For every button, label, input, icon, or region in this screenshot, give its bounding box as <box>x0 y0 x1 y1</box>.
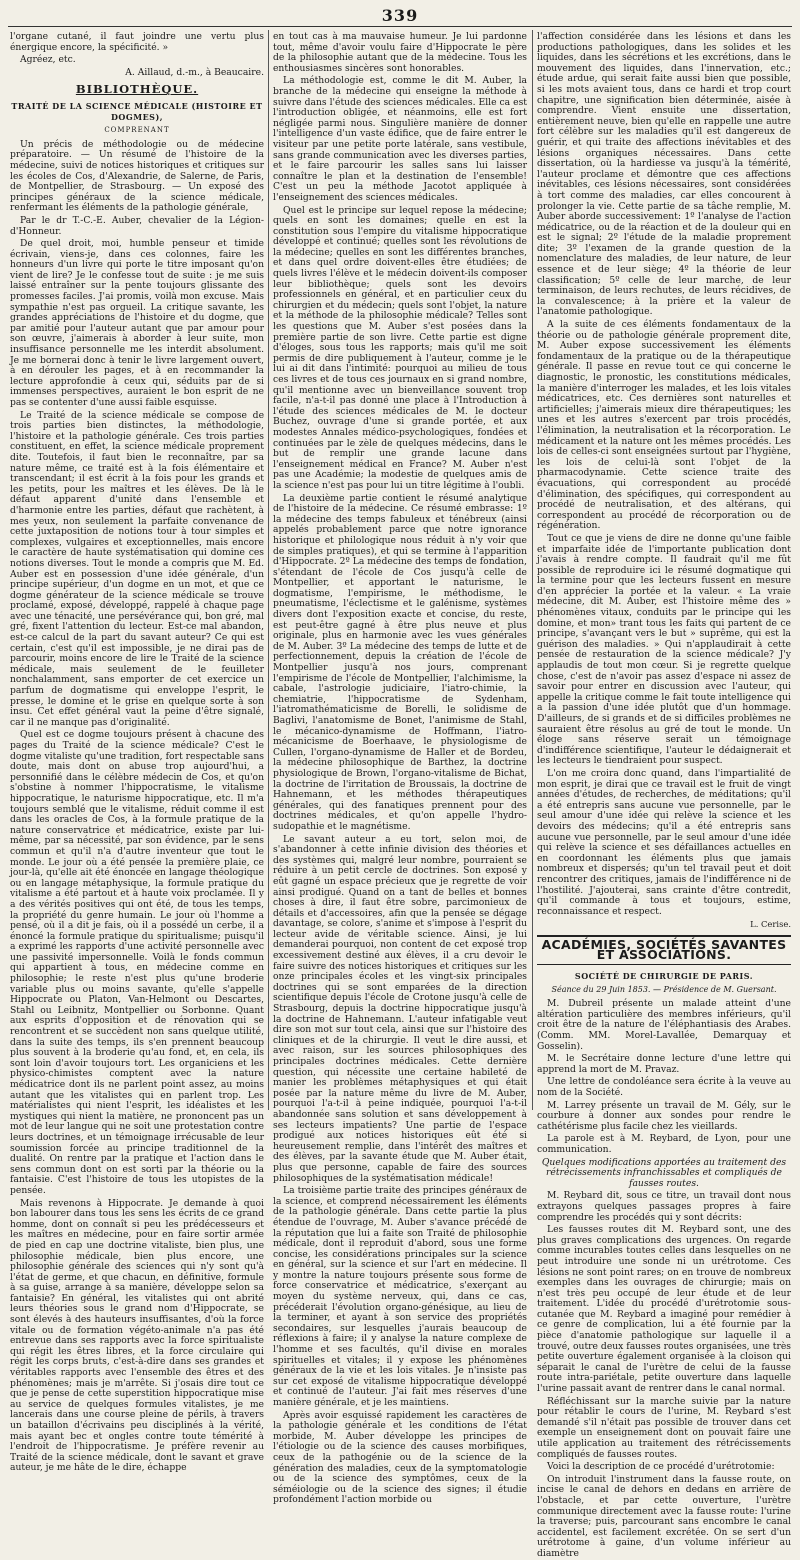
review-signature: L. Cerise. <box>750 919 791 930</box>
opening-signature: A. Aillaud, d.-m., à Beaucaire. <box>125 66 264 78</box>
paragraph: M. le Secrétaire donne lecture d'une lettre qui apprend la mort de M. Pravaz. <box>537 1053 791 1075</box>
opening-closing: Agréez, etc. <box>20 54 76 66</box>
paragraph: Mais revenons à Hippocrate. Je demande à quoi bon labourer dans tous les sens les écrits de ce grand homme, dont on connaît si peu les prédécesseurs et les maîtres en médecine, pour en faire sortir armée de pied en cap une doctrine vitaliste, bien plus, une philosophie médicale, bien plus encore, une philosophie générale des sciences qui n'y sont qu'à l'état de germe, et que chacun, en définitive, formule à sa guise, arrange à sa manière, développe selon sa fantaisie? En général, les vitalistes qui ont abrité leurs théories sous le grand nom d'Hippocrate, se sont élevés à des hauteurs insuffisantes, d'où la force vitale ou de formation végéto-animale n'a pas été entrevue dans ses rapports avec la force spiritualiste qui régit les êtres libres, et la force circulaire qui régit les corps bruts, c'est-à-dire dans ses grandes et véritables rapports avec l'ensemble des êtres et des phénomènes; mais je m'arrête. Si j'osais dire tout ce que je pense de cette superstition hippocratique mise au service de quelques formules vitalistes, je me lancerais dans une course pleine de périls, à travers un bataillon d'écrivains peu disciplinés à la vérité, mais ayant bec et ongles contre toute témérité à l'endroit de l'hippocratisme. Je préfère revenir au Traité de la science médicale, dont le savant et grave auteur, je me hâte de le dire, échappe <box>10 1197 264 1474</box>
society-title: SOCIÉTÉ DE CHIRURGIE DE PARIS. <box>574 971 754 982</box>
paragraph: La troisième partie traite des principes généraux de la science, et comprend nécessairement les éléments de la pathologie générale. Dans cette partie la plus étendue de l'ouvrage, M. Auber s'avance précédé de la réputation que lui a faite son Traité de philosophie médicale, dont il reproduit d'abord, sous une forme concise, les considérations principales sur la science en général, sur la science et sur l'art en médecine. Il y montre la nature toujours présente sous forme de force conservatrice et médicatrice, s'exerçant au moyen du système nerveux, qui, dans ce cas, précéderait l'évolution organo-génésique, au lieu de la terminer, et ayant à son service des propriétés secondaires, sur lesquelles j'aurais beaucoup de réflexions à faire; il y analyse la nature complexe de l'homme et ses facultés, qu'il divise en morales spirituelles et vitales; il y expose les phénomènes généraux de la vie et les lois vitales. Je n'insiste pas sur cet exposé de vitalisme hippocratique développé et continué de l'auteur. J'ai fait mes réserves d'une manière générale, et je les maintiens. <box>273 1185 527 1408</box>
paragraph: De quel droit, moi, humble penseur et timide écrivain, viens-je, dans ces colonnes, faire les honneurs d'un livre qui porte le titre imposant qu'on vient de lire? Je le confesse tout de suite : je me suis laissé entraîner sur la pente toujours glissante des promesses faciles. J'ai promis, voilà mon excuse. Mais sympathie n'est pas orgueil. La critique savante, les grandes appréciations de l'histoire et du dogme, que par amitié pour l'auteur autant que par amour pour son œuvre, j'aimerais à aborder à leur suite, mon insuffisance personnelle me les interdit absolument. Je me bornerai donc à tenir le livre largement ouvert, à en dérouler les pages, et à en recommander la lecture approfondie à ceux qui, séduits par de si immenses perspectives, auraient le bon esprit de ne pas se contenter d'une aussi faible esquisse. <box>10 238 264 408</box>
paragraph: Après avoir esquissé rapidement les caractères de la pathologie générale et les conditions de l'état morbide, M. Auber développe les principes de l'étiologie ou de la science des causes morbifiques, ceux de la pathogénie ou de la science de la génération des maladies, ceux de la symptomatologie ou de la science des symptômes, ceux de la séméiologie ou de la science des signes; il étudie profondément l'action morbide ou <box>273 1409 527 1506</box>
article-title: TRAITÉ DE LA SCIENCE MÉDICALE (HISTOIRE ET DOGMES), <box>11 100 263 122</box>
paragraph: Voici la description de ce procédé d'urétrotomie: <box>547 1461 775 1473</box>
paragraph: Le Traité de la science médicale se compose de trois parties bien distinctes, la méthodologie, l'histoire et la pathologie générale. Ces trois parties constituent, en effet, la science médicale proprement dite. Toutefois, il faut bien le reconnaître, par sa nature même, ce traité est à la fois élémentaire et transcendant; il est écrit à la fois pour les grands et les petits, pour les maîtres et les élèves. De là le défaut apparent d'unité dans l'ensemble et d'harmonie entre les parties, défaut que rachètent, à mes yeux, non seulement la parfaite convenance de cette juxtaposition de notions tour à tour simples et complexes, vulgaires et exceptionnelles, mais encore le caractère de haute systématisation qui domine ces notions diverses. Tout le monde a compris que M. Ed. Auber est en possession d'une idée générale, d'un principe supérieur, d'un dogme en un mot, et que ce dogme générateur de la science médicale se trouve proclamé, exposé, développé, rappelé à chaque page avec une ténacité, une persévérance qui, bon gré, mal gré, fixent l'attention du lecteur. Est-ce mal abandon, est-ce calcul de la part du savant auteur? Ce qui est certain, c'est qu'il est impossible, je ne dirai pas de parcourir, moins encore de lire le Traité de la science médicale, mais seulement de le feuilleter nonchalamment, sans emporter de cet exercice un parfum de dogmatisme qui enveloppe l'esprit, le presse, le domine et le grise en quelque sorte à son insu. Cet effet général vaut la peine d'être signalé, car il ne manque pas d'originalité. <box>10 409 264 728</box>
paragraph: M. Larrey présente un travail de M. Gély, sur le courbure à donner aux sondes pour rendre le cathétérisme plus facile chez les vieillards. <box>537 1099 791 1132</box>
paragraph: M. Reybard dit, sous ce titre, un travail dont nous extrayons quelques passages propres à faire comprendre les procédés qui y sont décrits: <box>537 1190 791 1223</box>
column-3 <box>537 31 791 1559</box>
page-number: 339 <box>381 6 419 25</box>
paragraph: l'affection considérée dans les lésions et dans les productions pathologiques, dans les solides et les liquides, dans les sécrétions et les excrétions, dans le mouvement des liquides, dans l'innervation, etc.; étude ardue, qui serait faite aussi bien que possible, si les mots avaient tous, dans ce hardi et trop court chapitre, une signification bien déterminée, aisée à comprendre. Vient ensuite une dissertation, entièrement neuve, bien qu'elle en rappelle une autre fort célèbre sur les maladies qu'il est dangereux de guérir, et qui traite des affections inévitables et des lésions organiques nécessaires. Dans cette dissertation, où la hardiesse va jusqu'à la témérité, l'auteur proclame et démontre que ces affections inévitables, ces lésions nécessaires, sont considérées à tort comme des maladies, car elles concourent à prolonger la vie. Cette partie de sa tâche remplie, M. Auber aborde successivement: 1º l'analyse de l'action médicatrice, ou de la réaction et de la douleur qui en est le signal; 2º l'étude de la maladie proprement dite; 3º l'examen de la grande question de la nomenclature des maladies, de leur nature, de leur essence et de leur siège; 4º la théorie de leur classification; 5º celle de leur marche, de leur terminaison, de leurs rechutes, de leurs récidives, de la convalescence; à la prière et la valeur de l'anatomie pathologique. <box>537 31 791 318</box>
paragraph: Quel est ce dogme toujours présent à chacune des pages du Traité de la science médicale? C'est le dogme vitaliste qu'une tradition, fort respectable sans doute, mais dont on abuse trop aujourd'hui, a personnifié dans le célèbre médecin de Cos, et qu'on s'obstine à nommer l'hippocratisme, le vitalisme hippocratique, le naturisme hippocratique, etc. Il m'a toujours semblé que le vitalisme, réduit comme il est dans les oracles de Cos, à la formule pratique de la nature conservatrice et médicatrice, existe par lui-même, par sa nécessité, par son évidence, par le sens commun et qu'il n'a d'autre inventeur que tout le monde. Le jour où a été pensée la première plaie, ce jour-là, qu'elle ait été énoncée en langage théologique ou en langage métaphysique, la formule pratique du vitalisme a été partout et à haute voix proclamée. Il y a des vérités positives qui ont été, de tous les temps, la propriété du genre humain. Le jour où l'homme a pensé, où il a dit je fais, où il a possédé un cerbe, il a énoncé la formule pratique du spiritualisme; puisqu'il a exprimé les rapports d'une activité personnelle avec une passivité impersonnelle. Voilà le fonds commun qui appartient à tous, en médecine comme en philosophie; le reste n'est plus qu'une broderie variable plus ou moins savante, qu'elle s'appelle Hippocrate ou Platon, Van-Helmont ou Descartes, Stahl ou Leibnitz, Montpellier ou Sorbonne. Quant aux esprits d'opposition et de rénovation qui se rencontrent et se succèdent non sans quelque utilité, dans la suite des temps, ils s'en prennent beaucoup plus souvent à la broderie qu'au fond, et, en cela, ils sont loin d'avoir toujours tort. Les organiciens et les physico-chimistes comptent avec la nature médicatrice dont ils ne parlent point assez, au moins autant que les vitalistes qui en parlent trop. Les matérialistes qui nient l'esprit, les idéalistes et les mystiques qui nient la matière, ne prononcent pas un mot de leur langue qui ne soit une protestation contre leurs doctrines, et un témoignage irrécusable de leur soumission forcée au principe traditionnel de la dualité. On rentre par la pratique et l'action dans le sens commun dont on est sorti par la théorie ou la fantaisie. C'est l'histoire de tous les utopistes de la pensée. <box>10 729 264 1196</box>
communication-title: Quelques modifications apportées au traitement des rétrécissements infranchissables et compliqués de fausses routes. <box>541 1156 787 1189</box>
paragraph: A la suite de ces éléments fondamentaux de la théorie ou de pathologie générale proprement dite, M. Auber expose successivement les éléments fondamentaux de la pratique ou de la thérapeutique générale. Il passe en revue tout ce qui concerne le diagnostic, le pronostic, les constitutions médicales, la manière d'interroger les malades, et les lois vitales médicatrices, etc. Ces dernières sont naturelles et artificielles; j'aimerais mieux dire thérapeutiques; les unes et les autres s'exercent par trois procédés, l'élimination, la neutralisation et la récorporation. Le médicament et la nature ont les mêmes procédés. Les lois de celles-ci sont enseignées surtout par l'hygiène, les lois de celui-là sont l'objet de la pharmacodynamie. Cette science traite des évacuations, qui correspondent au procédé d'élimination, des spécifiques, qui correspondent au procédé de neutralisation, et des altérans, qui correspondent au procédé de récorporation ou de régénération. <box>537 319 791 532</box>
column-divider <box>268 30 269 1110</box>
paragraph: M. Dubreil présente un malade atteint d'une altération particulière des membres inférieurs, qu'il croit être de la nature de l'éléphantiasis des Arabes. (Comm. MM. Morel-Lavallée, Demarquay et Gosselin). <box>537 998 791 1052</box>
paragraph: La méthodologie est, comme le dit M. Auber, la branche de la médecine qui enseigne la méthode à suivre dans l'étude des sciences médicales. Elle ca est l'introduction obligée, et néanmoins, elle est fort négligée parmi nous. Singulière manière de donner l'intelligence d'un vaste édifice, que de faire entrer le visiteur par une petite porte latérale, sans vestibule, sans grande communication avec les diverses parties, et le faire parcourir les salles sans lui laisser connaître le plan et la destination de l'ensemble! C'est un peu la méthode Jacotot appliquée à l'enseignement des sciences médicales. <box>273 75 527 203</box>
paragraph: L'on me croira donc quand, dans l'impartialité de mon esprit, je dirai que ce travail est le fruit de vingt années d'études, de recherches, de méditations; qu'il a été entrepris sans aucune vue personnelle, par le seul amour d'une idée qui relève la science et les devoirs des médecins; qu'il a été entrepris sans aucune vue personnelle, par le seul amour d'une idée qui relève la science et ses défaillances actuelles en en coordonnant les éléments plus que jamais nombreux et dispersés; qu'un tel travail peut et doit rencontrer des critiques, jamais de l'indifférence ni de l'hostilité. J'ajouterai, sans crainte d'être contredit, qu'il commande à tous et toujours, estime, reconnaissance et respect. <box>537 767 791 917</box>
paragraph: en tout cas à ma mauvaise humeur. Je lui pardonne tout, même d'avoir voulu faire d'Hippocrate le père de la philosophie autant que de la médecine. Tous les enthousiasmes sincères sont honorables. <box>273 31 527 74</box>
section-title-academies: ACADÉMIES, SOCIÉTÉS SAVANTES ET ASSOCIATIONS. <box>537 935 791 965</box>
column-divider <box>532 30 533 1110</box>
paragraph: On introduit l'instrument dans la fausse route, on incise le canal de dehors en dedans en arrière de l'obstacle, et par cette ouverture, l'urètre communique directement avec la fausse route: l'urine la traverse; puis, parcourant sans encombre le canal accidentel, est facilement excrétée. On se sert d'un urétrotome à gaine, d'un volume inférieur au diamètre <box>537 1473 791 1559</box>
paragraph: La deuxième partie contient le résumé analytique de l'histoire de la médecine. Ce résumé embrasse: 1º la médecine des temps fabuleux et ténébreux (ainsi appelés probablement parce que notre ignorance historique et philologique nous réduit à n'y voir que de simples pratiques), et qui se termine à l'apparition d'Hippocrate. 2º La médecine des temps de fondation, s'étendant de l'école de Cos jusqu'à celle de Montpellier, et apportant le naturisme, le dogmatisme, l'empirisme, le méthodisme, le pneumatisme, l'éclectisme et le galénisme, systèmes divers dont l'exposition exacte et concise, du reste, est peut-être gagné à être plus neuve et plus originale, plus en harmonie avec les vues générales de M. Auber. 3º La médecine des temps de lutte et de perfectionnement, depuis la création de l'école de Montpellier jusqu'à nos jours, comprenant l'empirisme de l'école de Montpellier, l'alchimisme, la cabale, l'astrologie judiciaire, l'iatro-chimie, la chemiatrie, l'hippocratisme de Sydenham, l'iatromathématicisme de Borelli, le solidisme de Baglivi, l'anatomisme de Bonet, l'animisme de Stahl, le mécanico-dynamisme de Hoffmann, l'iatro-mécanicisme de Boerhaave, le physiologisme de Cullen, l'organo-dynamisme de Haller et de Bordeu, la médecine philosophique de Barthez, la doctrine physiologique de Brown, l'organo-vitalisme de Bichat, la doctrine de l'irritation de Broussais, la doctrine de Hahnemann, et les méthodes thérapeutiques générales, qui des fanatiques prennent pour des doctrines médicales, et qu'on appelle l'hydro-sudopathie et le magnétisme. <box>273 492 527 832</box>
paragraph: Quel est le principe sur lequel repose la médecine; quels en sont les domaines; quelle en est la constitution sous l'empire du vitalisme hippocratique développé et continué; quelles sont les révolutions de la médecine; quelles en sont les différentes branches, et dans quel ordre doivent-elles être étudiées; de quels livres l'élève et le médecin doivent-ils composer leur bibliothèque; quels sont les devoirs professionnels en général, et en particulier ceux du chirurgien et du médecin; quels sont l'objet, la nature et la méthode de la philosophie médicale? Telles sont les questions que M. Auber s'est posées dans la première partie de son livre. Cette partie est digne d'éloges, sous tous les rapports; mais qu'il me soit permis de dire publiquement à l'auteur, comme je le lui ai dit dans l'intimité: pourquoi au milieu de tous ces livres et de tous ces journaux en si grand nombre, qu'il mentionne avec un bienveillance souvent trop facile, n'a-t-il pas donné une place à l'Introduction à l'étude des sciences médicales de M. le docteur Buchez, ouvrage d'une si grande portée, et aux modestes Annales médico-psychologiques, fondées et continuées par le zèle de quelques médecins, dans le but de remplir une grande lacune dans l'enseignement médical en France? M. Auber n'est pas une Académie; la modestie de quelques amis de la science n'est pas pour lui un titre légitime à l'oubli. <box>273 204 527 491</box>
section-title-bibliotheque: BIBLIOTHÈQUE. <box>75 82 199 97</box>
session-line: Séance du 29 Juin 1853. — Présidence de M. Guersant. <box>551 984 777 994</box>
article-abstract: Un précis de méthodologie ou de médecine préparatoire. — Un résumé de l'histoire de la médecine, suivi de notices historiques et critiques sur les écoles de Cos, d'Alexandrie, de Salerne, de Paris, de Montpellier, de Strasbourg. — Un exposé des principes généraux de la science médicale, renfermant les éléments de la pathologie générale, <box>10 138 264 214</box>
paragraph: La parole est à M. Reybard, de Lyon, pour une communication. <box>537 1133 791 1155</box>
article-byline: Par le dr T.-C.-E. Auber, chevalier de la Légion-d'Honneur. <box>10 214 264 237</box>
article-subtitle: COMPRENANT <box>104 126 170 135</box>
paragraph: Le savant auteur a eu tort, selon moi, de s'abandonner à cette infinie division des théories et des systèmes qui, malgré leur nombre, pourraient se réduire à un petit cercle de doctrines. Son exposé y eût gagné un espace précieux que je regrette de voir ainsi prodigué. Quand on a tant de belles et bonnes choses à dire, il faut être sobre, parcimonieux de détails et d'accessoires, afin que la pensée se dégage davantage, se colore, s'anime et s'impose à l'esprit du lecteur avide de véritable science. Ainsi, je lui demanderai pourquoi, non content de cet exposé trop excessivement destiné aux élèves, il a cru devoir le faire suivre des notices historiques et critiques sur les onze principales écoles et les vingt-six principales doctrines qui se sont emparées de la direction scientifique depuis l'école de Crotone jusqu'à celle de Strasbourg, depuis la doctrine hippocratique jusqu'à la doctrine de Hahnemann. L'auteur infatigable veut dire son mot sur tout cela, ainsi que sur l'histoire des cliniques et de la chirurgie. Il veut le dire aussi, et avec raison, sur les sources philosophiques des principales doctrines médicales. Cette dernière question, qui nécessite une certaine habileté de manier les problèmes métaphysiques et qui était posée par la nature même du livre de M. Auber, pourquoi l'a-t-il à peine indiquée, pourquoi l'a-t-il abandonnée sans solution et sans développement à ses lecteurs impatients? Une partie de l'espace prodigué aux notices historiques eût été si heureusement remplie, dans l'intérêt des maîtres et des élèves, par la savante étude que M. Auber était, plus que personne, capable de faire des sources philosophiques de la systématisation médicale! <box>273 833 527 1184</box>
paragraph: Une lettre de condoléance sera écrite à la veuve au nom de la Société. <box>537 1076 791 1098</box>
column-1 <box>10 31 264 1474</box>
column-2 <box>273 31 527 1506</box>
header-rule <box>8 26 792 27</box>
paragraph: Réfléchissant sur la marche suivie par la nature pour rétablir le cours de l'urine, M. Reybard s'est demandé s'il n'était pas possible de trouver dans cet exemple un enseignement dont on pouvait faire une utile application au traitement des rétrécissements compliqués de fausses routes. <box>537 1395 791 1460</box>
opening-text: l'organe cutané, il faut joindre une vertu plus énergique encore, la spécificité. » <box>10 31 264 53</box>
paragraph: Tout ce que je viens de dire ne donne qu'une faible et imparfaite idée de l'importante publication dont j'avais à rendre compte. Il faudrait qu'il me fût possible de reproduire ici le résumé dogmatique qui la termine pour que les lecteurs fussent en mesure d'en apprécier la portée et la valeur. « La vraie médecine, dit M. Auber, est l'histoire même des » phénomènes vitaux, conduits par le principe qui les domine, et mon» trant tous les faits qui partent de ce principe, s'avançant vers le but » suprême, qui est la guérison des maladies. » Qui n'applaudirait à cette pensée de restauration de la science médicale? J'y applaudis de tout mon cœur. Si je regrette quelque chose, c'est de n'avoir pas assez d'espace ni assez de savoir pour entrer en discussion avec l'auteur, qui appelle la critique comme le fait toute intelligence qui a la passion d'une idée plutôt que d'un hommage. D'ailleurs, de si grands et de si difficiles problèmes ne sauraient être résolus au gré de tout le monde. Un éloge sans réserve serait un témoignage d'indifférence scientifique, l'auteur le dédaignerait et les lecteurs le tiendraient pour suspect. <box>537 532 791 767</box>
paragraph: Les fausses routes dit M. Reybard sont, une des plus graves complications des urgences. On regarde comme incurables toutes celles dans lesquelles on ne peut introduire une sonde ni un urétrotome. Ces lésions ne sont point rares; on en trouve de nombreux exemples dans les ouvrages de chirurgie; mais on n'est très peu occupé de leur étude et de leur traitement. L'idée du procédé d'urétrotomie sous-cutanée que M. Reybard a imaginé pour remédier à ce genre de complication, lui a été fournie par la pièce d'anatomie pathologique sur laquelle il a trouvé, outre deux fausses routes organisées, une très petite ouverture également organisée à la cloison qui séparait le canal de l'urètre de celui de la fausse route intra-pariétale, petite ouverture dans laquelle l'urine passait avant de rentrer dans le canal normal. <box>537 1224 791 1395</box>
